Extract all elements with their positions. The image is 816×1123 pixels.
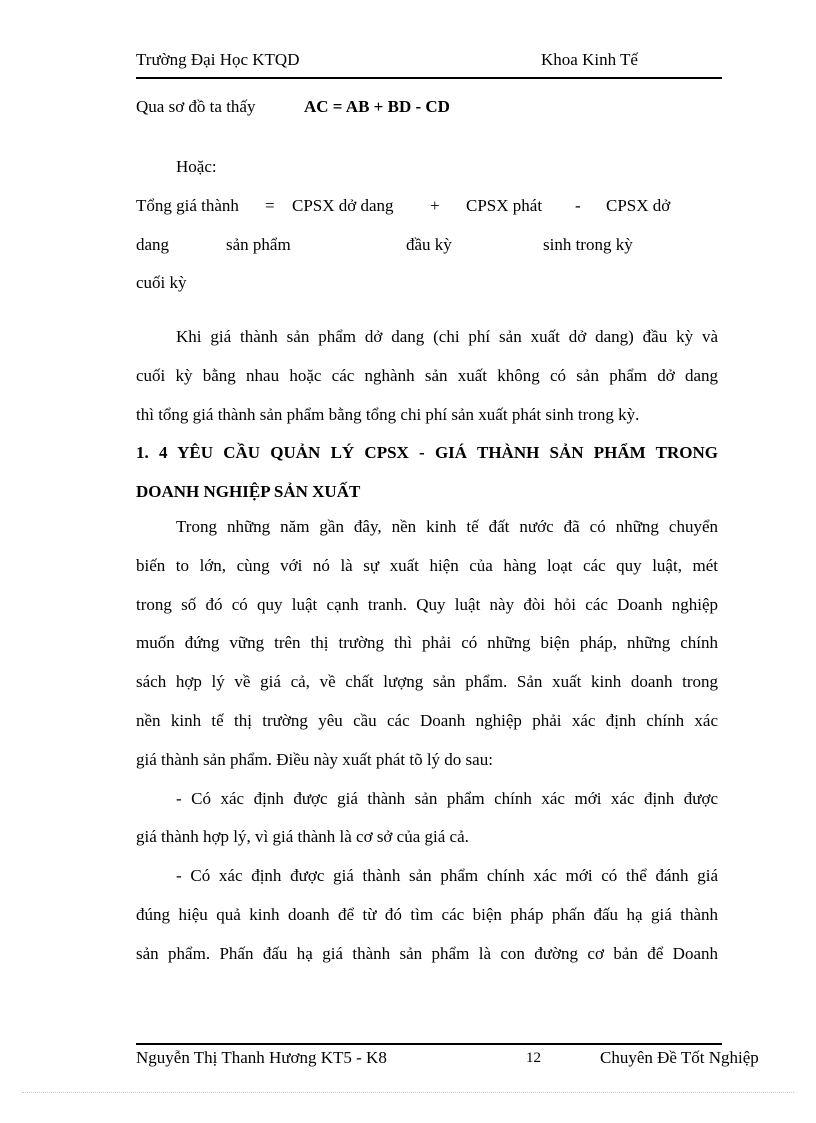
- eq-line2-b: sản phẩm: [226, 235, 291, 254]
- section-heading: [136, 434, 718, 512]
- header-school: Trường Đại Học KTQD: [136, 50, 300, 69]
- section-heading-line: 1. 4 YÊU CẦU QUẢN LÝ CPSX - GIÁ THÀNH SẢN PHẨM TRONG: [136, 443, 718, 462]
- paragraph-2-line: giá thành hợp lý, vì giá thành là cơ sở của giá cả.: [136, 827, 469, 847]
- header-rule: [136, 77, 722, 79]
- paragraph-2-line: Trong những năm gần đây, nền kinh tế đất nước đã có những chuyển: [176, 517, 718, 536]
- paragraph-1: [136, 318, 718, 434]
- footer-title: Chuyên Đề Tốt Nghiệp: [600, 1048, 759, 1067]
- paragraph-2: [136, 508, 718, 974]
- eq-line2-c: đầu kỳ: [406, 235, 452, 254]
- eq-cpsx-incurred: CPSX phát: [466, 196, 543, 215]
- paragraph-2-line: trong số đó có quy luật cạnh tranh. Quy luật này đòi hỏi các Doanh nghiệp: [136, 594, 718, 614]
- paragraph-2-line: đúng hiệu quả kinh doanh để từ đó tìm các biện pháp phấn đấu hạ giá thành: [136, 904, 718, 924]
- intro-formula: AC = AB + BD - CD: [304, 97, 450, 116]
- eq-cpsx-wip-end: CPSX dở: [606, 196, 671, 215]
- paragraph-2-line: sản phẩm. Phấn đấu hạ giá thành sản phẩm là con đường cơ bản để Doanh: [136, 943, 718, 963]
- paragraph-1-line: cuối kỳ bằng nhau hoặc các nghành sản xuất không có sản phẩm dở dang: [136, 365, 718, 385]
- paragraph-2-line: sách hợp lý về giá cả, về chất lượng sản phẩm. Sản xuất kinh doanh trong: [136, 672, 718, 692]
- paragraph-1-line: Khi giá thành sản phẩm dở dang (chi phí sản xuất dở dang) đầu kỳ và: [176, 327, 718, 346]
- hoac-label: Hoặc:: [176, 157, 217, 176]
- paragraph-2-line: - Có xác định được giá thành sản phẩm chính xác mới xác định được: [176, 788, 718, 808]
- intro-text: Qua sơ đồ ta thấy: [136, 97, 256, 116]
- eq-line2-d: sinh trong kỳ: [543, 235, 633, 254]
- page-edge-divider: [22, 1092, 794, 1093]
- paragraph-1-line: thì tổng giá thành sản phẩm bằng tổng chi phí sản xuất phát sinh trong kỳ.: [136, 404, 640, 424]
- page-number: 12: [526, 1050, 541, 1066]
- paragraph-2-line: giá thành sản phẩm. Điều này xuất phát tõ lý do sau:: [136, 749, 493, 769]
- footer-rule: [136, 1043, 722, 1045]
- eq-equals: =: [265, 196, 275, 215]
- paragraph-2-line: muốn đứng vững trên thị trường thì phải có những biện pháp, những chính: [136, 633, 718, 653]
- paragraph-2-line: - Có xác định được giá thành sản phẩm chính xác mới có thể đánh giá: [176, 866, 718, 886]
- paragraph-2-line: biến to lớn, cùng với nó là sự xuất hiện của hàng loạt các quy luật, mét: [136, 555, 718, 575]
- eq-plus: +: [430, 196, 440, 215]
- eq-line2-a: dang: [136, 235, 170, 254]
- eq-total-cost: Tổng giá thành: [136, 196, 239, 215]
- header-faculty: Khoa Kinh Tế: [541, 50, 638, 69]
- paragraph-2-line: nền kinh tế thị trường yêu cầu các Doanh nghiệp phải xác định chính xác: [136, 710, 718, 730]
- eq-minus: -: [575, 196, 581, 215]
- eq-cpsx-wip-begin: CPSX dở dang: [292, 196, 394, 215]
- footer-author: Nguyễn Thị Thanh Hương KT5 - K8: [136, 1048, 387, 1067]
- section-heading-line: DOANH NGHIỆP SẢN XUẤT: [136, 481, 361, 501]
- eq-line3: cuối kỳ: [136, 273, 187, 292]
